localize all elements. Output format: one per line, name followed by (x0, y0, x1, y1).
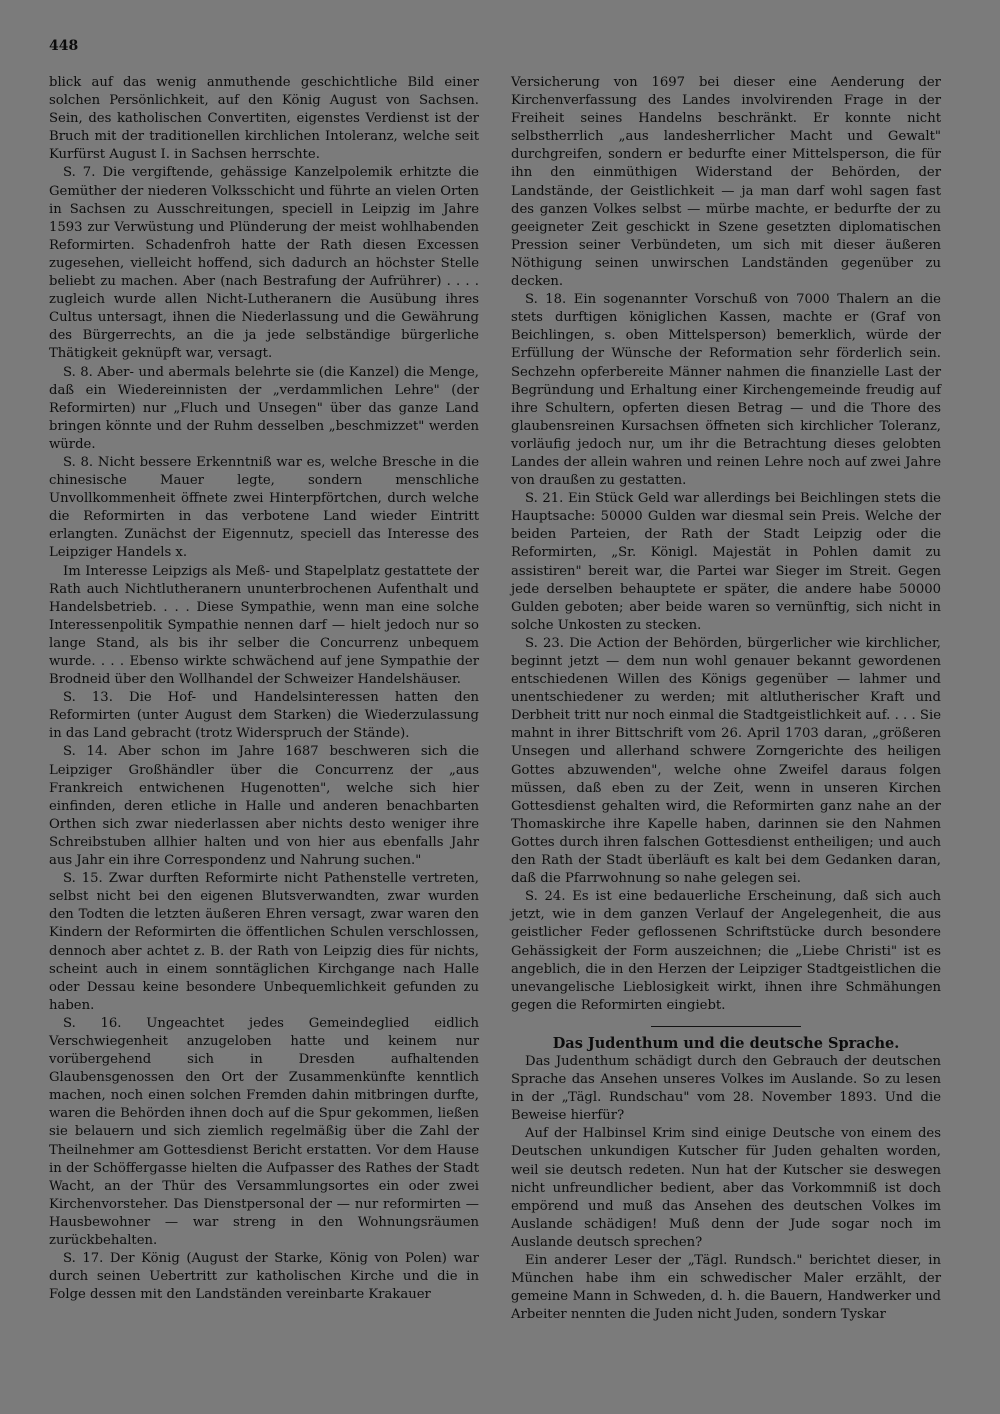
paragraph: S. 13. Die Hof- und Handelsinteressen hatten den Reformirten (unter August dem Starken) die Wiederzulassung in das Land gebracht (trotz Widerspruch der Stände). (49, 690, 479, 742)
paragraph: S. 18. Ein sogenannter Vorschuß von 7000 Thalern an die stets durftigen königlichen Kassen, machte er (Graf von Beichlingen, s. oben Mittelsperson) bemerklich, würde der Erfüllung der Wünsche der Reformation sehr förderlich sein. Sechzehn opferbereite Männer nahmen die finanzielle Last der Begründung und Erhaltung einer Kirchengemeinde freudig auf ihre Schultern, opferten diesen Betrag — und die Thore des glaubensreinen Kursachsen öffneten sich kirchlicher Toleranz, vorläufig jedoch nur, um ihr die Betrachtung dieses gelobten Landes der allein wahren und reinen Lehre noch auf zwei Jahre von draußen zu gestatten. (511, 292, 941, 489)
paragraph: Im Interesse Leipzigs als Meß- und Stapelplatz gestattete der Rath auch Nichtlutheranern ununterbrochenen Aufenthalt und Handelsbetrieb. . . . Diese Sympathie, wenn man eine solche Interessenpolitik Sympathie nennen darf — hielt jedoch nur so lange Stand, als bis ihr selber die Concurrenz unbequem wurde. . . . Ebenso wirkte schwächend auf jene Sympathie der Brodneid über den Wollhandel der Schweizer Handelshäuser. (49, 563, 479, 688)
paragraph: S. 8. Aber- und abermals belehrte sie (die Kanzel) die Menge, daß ein Wiedereinnisten der „verdammlichen Lehre" (der Reformirten) nur „Fluch und Unsegen" über das ganze Land bringen könnte und der Ruhm desselben „beschmizzet" werden würde. (49, 364, 479, 452)
article-title: Das Judenthum und die deutsche Sprache. (552, 1034, 900, 1052)
right-column (511, 74, 941, 1324)
paragraph: S. 23. Die Action der Behörden, bürgerlicher wie kirchlicher, beginnt jetzt — dem nun wohl genauer bekannt gewordenen entschiedenen Willen des Königs gegenüber — lahmer und unentschiedener zu werden; mit altlutherischer Kraft und Derbheit tritt nur noch einmal die Stadtgeistlichkeit auf. . . . Sie mahnt in ihrer Bittschrift vom 26. April 1703 daran, „größeren Unsegen und allerhand schwere Zorngerichte des heiligen Gottes abzuwenden", welche ohne Zweifel daraus folgen müssen, daß eben zu der Zeit, wenn in unseren Kirchen Gottesdienst gehalten wird, die Reformirten ganz nahe an der Thomaskirche ihre Kapelle haben, darinnen sie den Nahmen Gottes durch ihren falschen Gottesdienst entheiligen; und auch den Rath der Stadt überläuft es kalt bei dem Gedanken daran, daß die Pfarrwohnung so nahe gelegen sei. (511, 635, 941, 887)
paragraph: Versicherung von 1697 bei dieser eine Aenderung der Kirchenverfassung des Landes involvirenden Frage in der Freiheit seines Handelns beschränkt. Er konnte nicht selbstherrlich „aus landesherrlicher Macht und Gewalt" durchgreifen, sondern er bedurfte einer Mittelsperson, die für ihn den einmüthigen Widerstand der Behörden, der Landstände, der Geistlichkeit — ja man darf wohl sagen fast des ganzen Volkes selbst — mürbe machte, er bedurfte der zu geeigneter Zeit geschickt in Szene gesetzten diplomatischen Pression seiner Verbündeten, um sich mit dieser äußeren Nöthigung seinen unwirschen Landständen gegenüber zu decken. (511, 75, 941, 290)
paragraph: Ein anderer Leser der „Tägl. Rundsch." berichtet dieser, in München habe ihm ein schwedischer Maler erzählt, der gemeine Mann in Schweden, d. h. die Bauern, Handwerker und Arbeiter nennten die Juden nicht Juden, sondern Tyskar (511, 1253, 941, 1323)
paragraph: S. 21. Ein Stück Geld war allerdings bei Beichlingen stets die Hauptsache: 50000 Gulden war diesmal sein Preis. Welche der beiden Parteien, der Rath der Stadt Leipzig oder die Reformirten, „Sr. Königl. Majestät in Pohlen damit zu assistiren" bereit war, die Partei war Sieger im Streit. Gegen jede derselben behauptete er später, die andere habe 50000 Gulden geboten; aber beide waren so vernünftig, sich nicht in solche Unkosten zu stecken. (511, 491, 941, 633)
paragraph: S. 14. Aber schon im Jahre 1687 beschweren sich die Leipziger Großhändler über die Concurrenz der „aus Frankreich entwichenen Hugenotten", welche sich hier einfinden, deren etliche in Halle und anderen benachbarten Orthen sich zwar niederlassen aber nichts desto weniger ihre Schreibstuben allhier halten und von hier aus ebenfalls Jahr aus Jahr ein ihre Correspondenz und Nahrung suchen." (49, 744, 479, 869)
paragraph: Das Judenthum schädigt durch den Gebrauch der deutschen Sprache das Ansehen unseres Volkes im Auslande. So zu lesen in der „Tägl. Rundschau" vom 28. November 1893. Und die Beweise hierfür? (511, 1053, 941, 1124)
paragraph: S. 7. Die vergiftende, gehässige Kanzelpolemik erhitzte die Gemüther der niederen Volksschicht und führte an vielen Orten in Sachsen zu Ausschreitungen, speciell in Leipzig im Jahre 1593 zur Verwüstung und Plünderung der meist wohlhabenden Reformirten. Schadenfroh hatte der Rath diesen Excessen zugesehen, vielleicht hoffend, sich dadurch an höchster Stelle beliebt zu machen. Aber (nach Bestrafung der Aufrührer) . . . . zugleich wurde allen Nicht-Lutheranern die Ausübung ihres Cultus untersagt, ihnen die Niederlassung und die Gewährung des Bürgerrechts, an die ja jede selbständige bürgerliche Thätigkeit geknüpft war, versagt. (49, 165, 479, 362)
paragraph: S. 24. Es ist eine bedauerliche Erscheinung, daß sich auch jetzt, wie in dem ganzen Verlauf der Angelegenheit, die aus geistlicher Feder geflossenen Schriftstücke durch besondere Gehässigkeit der Form auszeichnen; die „Liebe Christi" ist es angeblich, die in den Herzen der Leipziger Stadtgeistlichen die unevangelische Lieblosigkeit wirkt, ihnen ihre Schmähungen gegen die Reformirten eingiebt. (511, 889, 941, 1013)
paragraph: Auf der Halbinsel Krim sind einige Deutsche von einem des Deutschen unkundigen Kutscher für Juden gehalten worden, weil sie deutsch redeten. Nun hat der Kutscher sie deswegen nicht unfreundlicher bedient, aber das Vorkommniß ist doch empörend und muß das Ansehen des deutschen Volkes im Auslande schädigen! Muß denn der Jude sogar noch im Auslande deutsch sprechen? (511, 1126, 941, 1250)
paragraph: S. 15. Zwar durften Reformirte nicht Pathenstelle vertreten, selbst nicht bei den eigenen Blutsverwandten, zwar wurden den Todten die letzten äußeren Ehren versagt, zwar waren den Kindern der Reformirten die öffentlichen Schulen verschlossen, dennoch aber achtet z. B. der Rath von Leipzig dies für nichts, scheint auch in einem sonntäglichen Kirchgange nach Halle oder Dessau keine besondere Unbequemlichkeit gefunden zu haben. (49, 871, 479, 1013)
paragraph: S. 16. Ungeachtet jedes Gemeindeglied eidlich Verschwiegenheit anzugeloben hatte und keinem nur vorübergehend sich in Dresden aufhaltenden Glaubensgenossen den Ort der Zusammenkünfte kenntlich machen, noch einen solchen Fremden dahin mitbringen durfte, waren die Behörden ihnen doch auf die Spur gekommen, ließen sie belauern und sich ziemlich regelmäßig über die Zahl der Theilnehmer am Gottesdienst Bericht erstatten. Vor dem Hause in der Schöffergasse hielten die Aufpasser des Rathes der Stadt Wacht, an der Thür des Versammlungsortes ein oder zwei Kirchenvorsteher. Das Dienstpersonal der — nur reformirten — Hausbewohner — war streng in den Wohnungsräumen zurückbehalten. (49, 1015, 479, 1248)
paragraph: S. 8. Nicht bessere Erkenntniß war es, welche Bresche in die chinesische Mauer legte, sondern menschliche Unvollkommenheit öffnete zwei Hinterpförtchen, durch welche die Reformirten in das verbotene Land wieder Eintritt erlangten. Zunächst der Eigennutz, speciell das Interesse des Leipziger Handels x. (49, 454, 479, 561)
section-divider (651, 1026, 801, 1027)
paragraph: S. 17. Der König (August der Starke, König von Polen) war durch seinen Uebertritt zur katholischen Kirche und die in Folge dessen mit den Landständen vereinbarte Krakauer (49, 1251, 479, 1303)
page-number: 448 (49, 38, 79, 54)
paragraph: blick auf das wenig anmuthende geschichtliche Bild einer solchen Persönlichkeit, auf den König August von Sachsen. Sein, des katholischen Convertiten, eigenstes Verdienst ist der Bruch mit der traditionellen kirchlichen Intoleranz, welche seit Kurfürst August I. in Sachsen herrschte. (49, 75, 479, 163)
left-column (49, 74, 479, 1304)
